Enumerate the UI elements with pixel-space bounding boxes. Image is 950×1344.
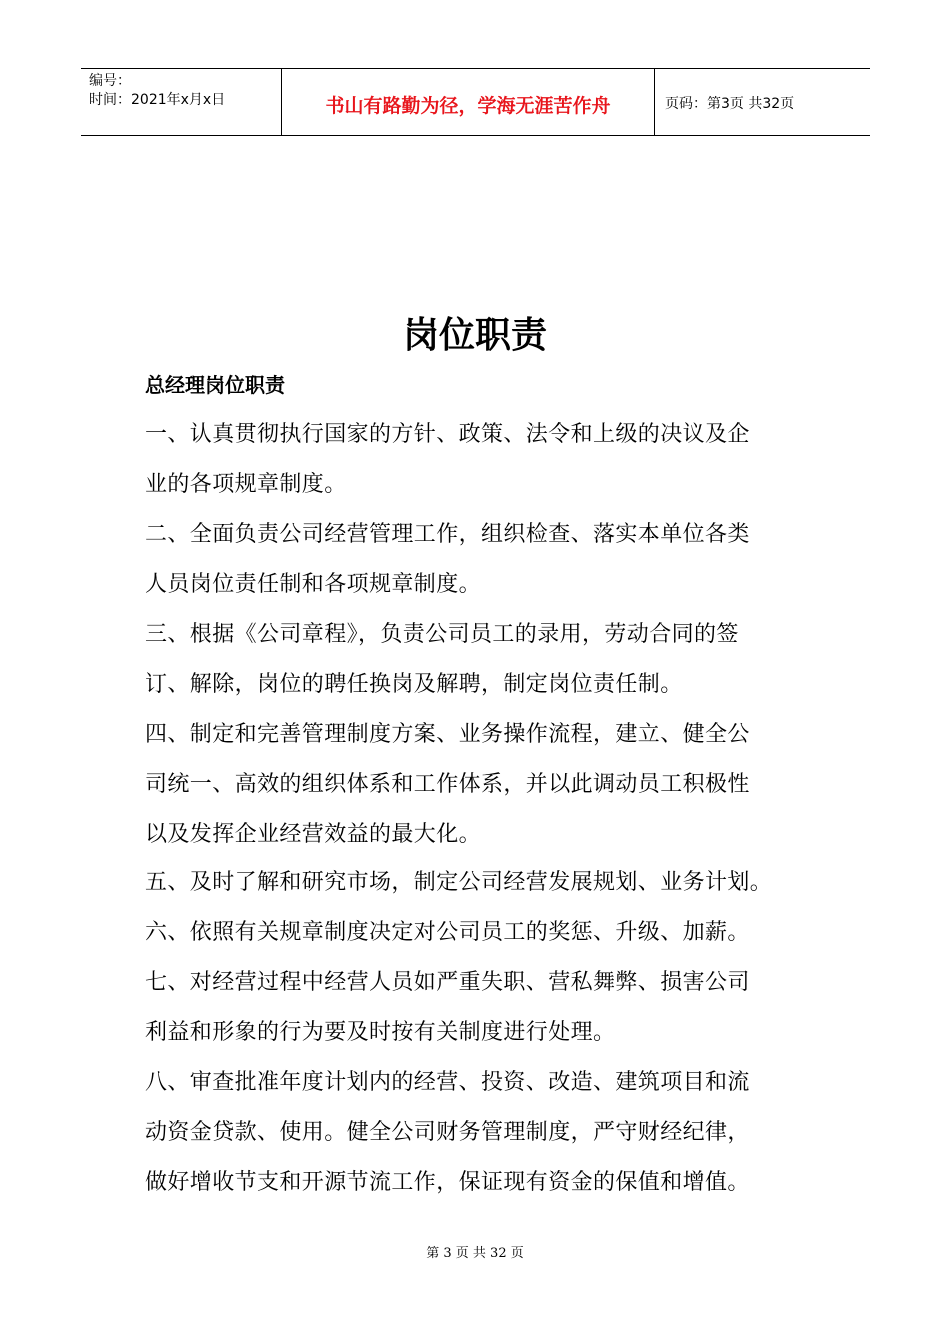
body-line: 二、全面负责公司经营管理工作，组织检查、落实本单位各类 [145, 522, 750, 547]
body-line: 六、依照有关规章制度决定对公司员工的奖惩、升级、加薪。 [145, 920, 750, 945]
document-number-label: 编号： [89, 73, 131, 89]
document-title: 岗位职责 [402, 315, 547, 356]
body-line: 以及发挥企业经营效益的最大化。 [145, 822, 482, 847]
body-line: 一、认真贯彻执行国家的方针、政策、法令和上级的决议及企 [145, 422, 750, 447]
body-line: 七、对经营过程中经营人员如严重失职、营私舞弊、损害公司 [145, 970, 750, 995]
header-left-cell [81, 69, 282, 135]
header-table [81, 68, 870, 136]
body-line: 三、根据《公司章程》，负责公司员工的录用，劳动合同的签 [145, 622, 739, 647]
header-page-info: 页码：第3页 共32页 [665, 96, 795, 112]
body-line: 八、审查批准年度计划内的经营、投资、改造、建筑项目和流 [145, 1070, 750, 1095]
body-line: 业的各项规章制度。 [145, 472, 347, 497]
page-footer: 第 3 页 共 32 页 [426, 1246, 524, 1261]
body-line: 利益和形象的行为要及时按有关制度进行处理。 [145, 1020, 616, 1045]
header-motto: 书山有路勤为径，学海无涯苦作舟 [325, 95, 611, 117]
header-middle-cell [282, 69, 655, 135]
body-line: 动资金贷款、使用。健全公司财务管理制度，严守财经纪律， [145, 1120, 750, 1145]
body-line: 人员岗位责任制和各项规章制度。 [145, 572, 482, 597]
body-line: 四、制定和完善管理制度方案、业务操作流程，建立、健全公 [145, 722, 750, 747]
body-line: 订、解除，岗位的聘任换岗及解聘，制定岗位责任制。 [145, 672, 683, 697]
document-time-label: 时间：2021年x月x日 [89, 92, 226, 108]
body-line: 五、及时了解和研究市场，制定公司经营发展规划、业务计划。 [145, 870, 773, 895]
body-line: 司统一、高效的组织体系和工作体系，并以此调动员工积极性 [145, 772, 750, 797]
header-right-cell [655, 69, 870, 135]
body-line: 做好增收节支和开源节流工作，保证现有资金的保值和增值。 [145, 1170, 750, 1195]
section-title: 总经理岗位职责 [145, 373, 285, 397]
